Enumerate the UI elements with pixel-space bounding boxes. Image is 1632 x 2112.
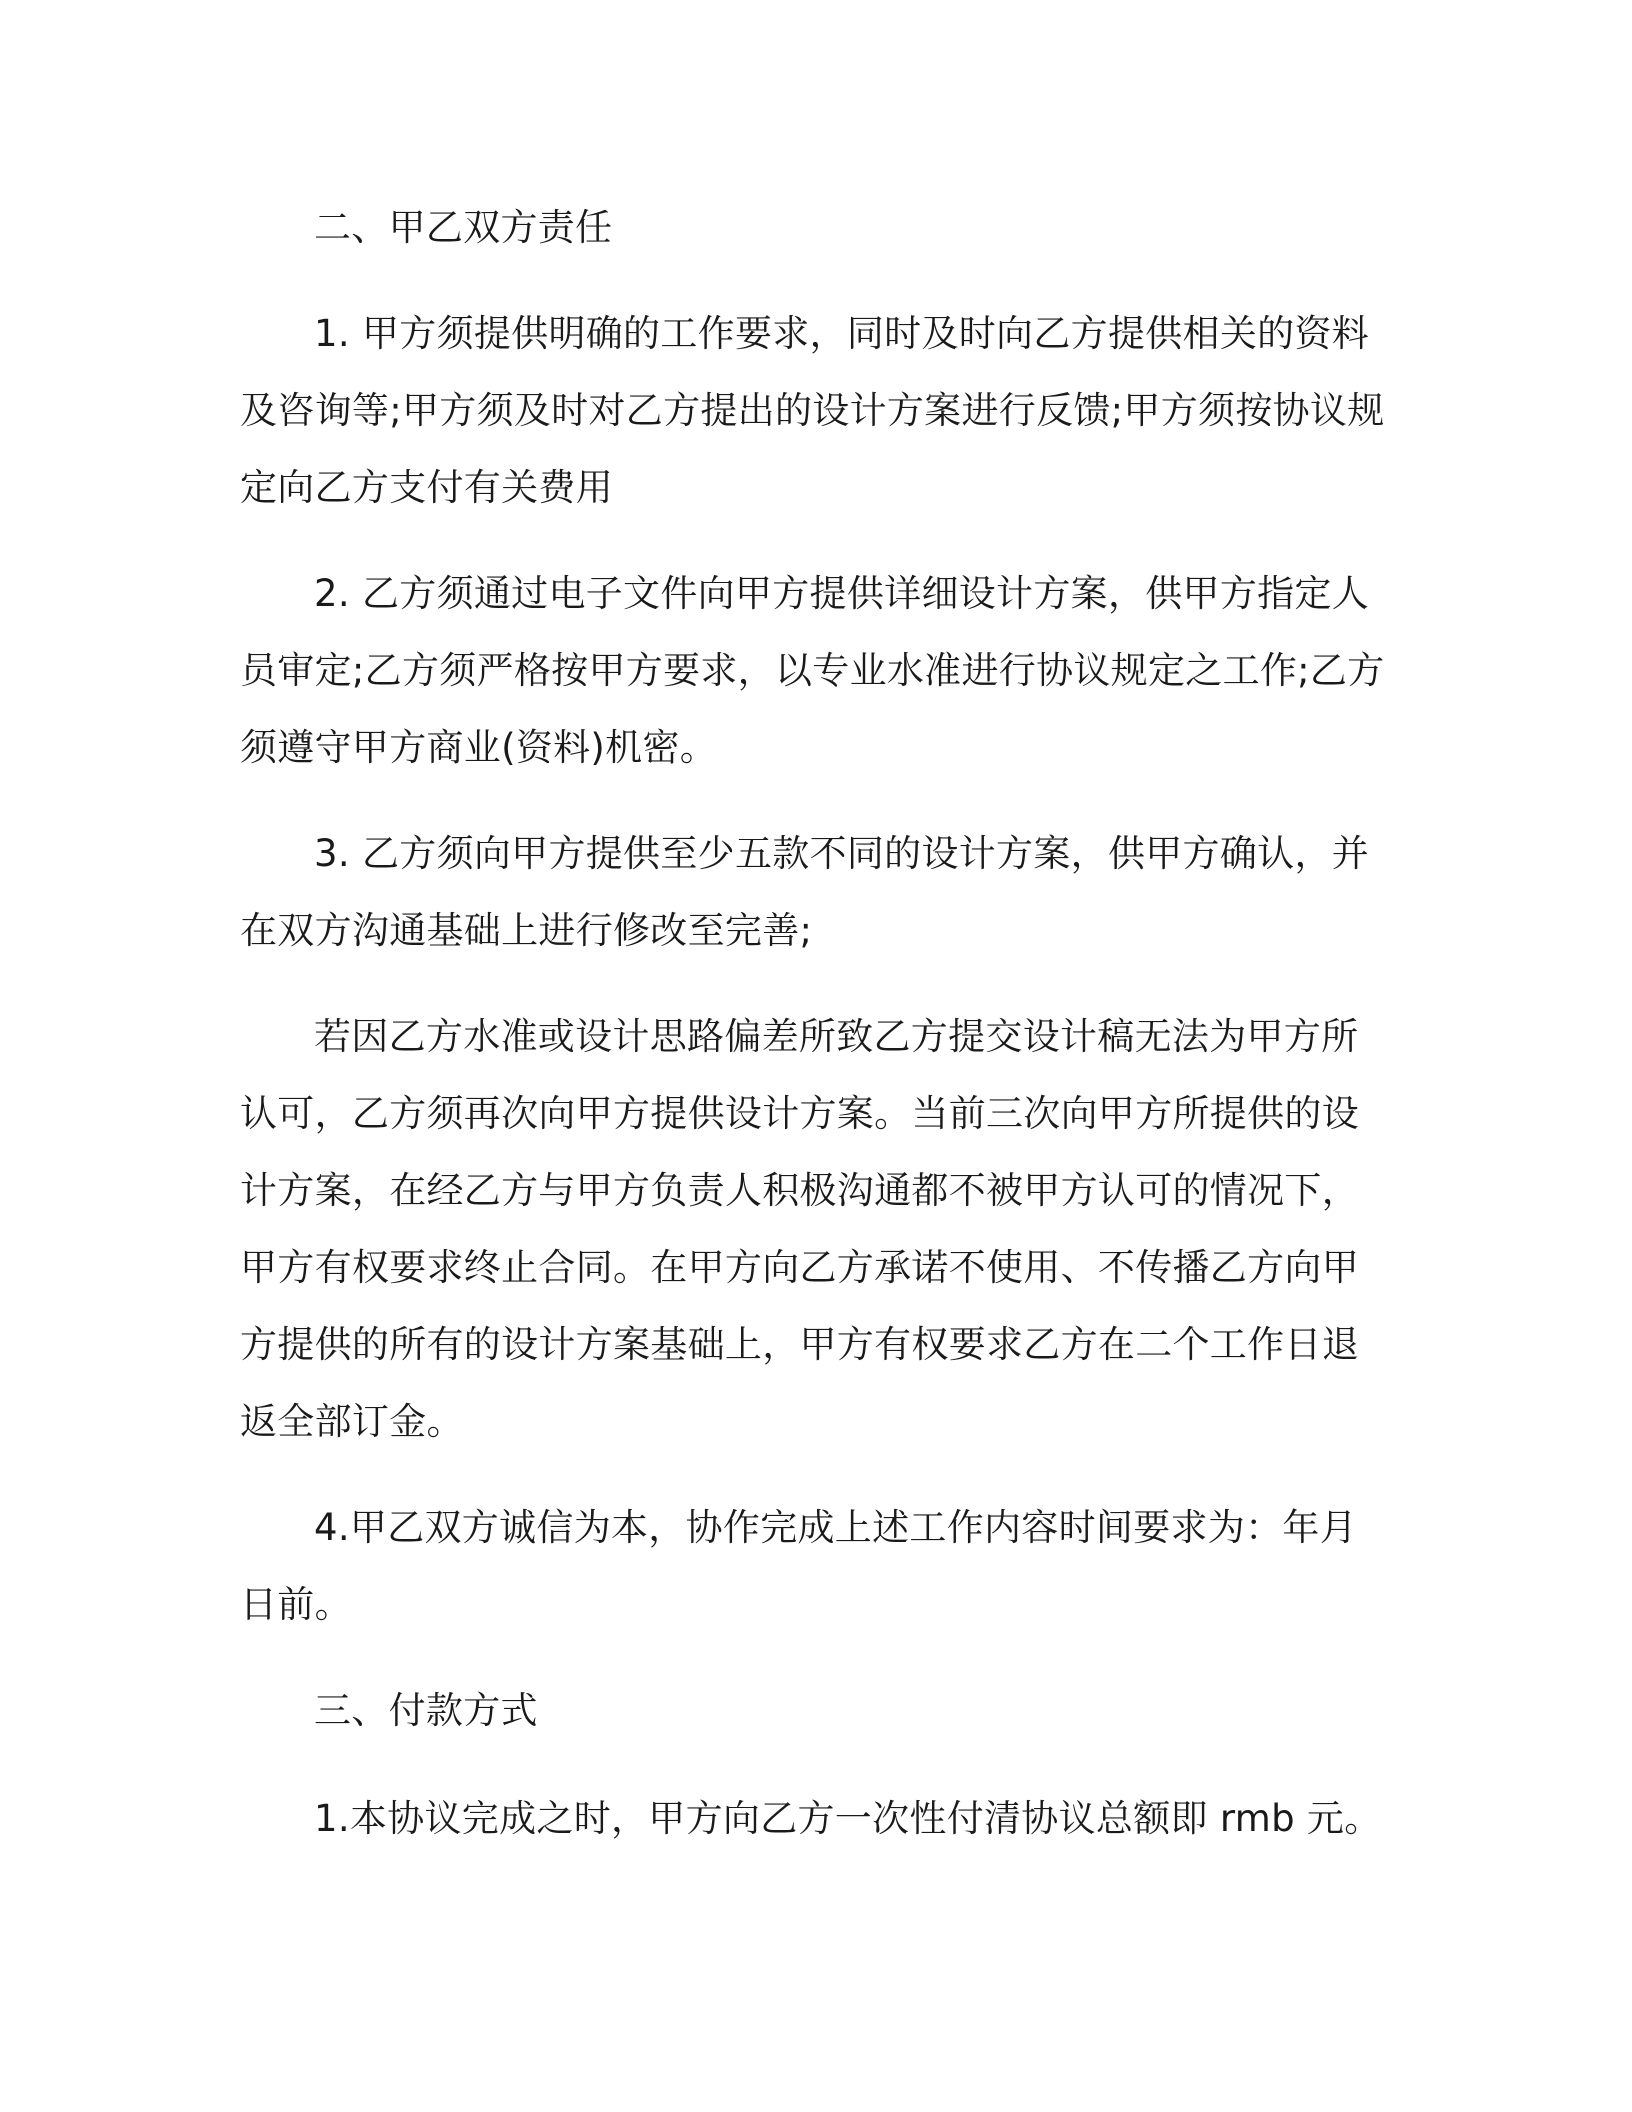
section-heading-payment: 三、付款方式: [314, 1689, 538, 1732]
payment-item-1: 1.本协议完成之时，甲方向乙方一次性付清协议总额即 rmb 元。: [314, 1797, 1382, 1840]
section-heading-responsibilities: 二、甲乙双方责任: [314, 206, 613, 249]
responsibility-item-3: 3. 乙方须向甲方提供至少五款不同的设计方案，供甲方确认，并在双方沟通基础上进行修改至完善;: [240, 832, 1370, 952]
responsibility-item-3-detail: 若因乙方水准或设计思路偏差所致乙方提交设计稿无法为甲方所认可，乙方须再次向甲方提供设计方案。当前三次向甲方所提供的设计方案，在经乙方与甲方负责人积极沟通都不被甲方认可的情况下，甲方有权要求终止合同。在甲方向乙方承诺不使用、不传播乙方向甲方提供的所有的设计方案基础上，甲方有权要求乙方在二个工作日退返全部订金。: [240, 1015, 1359, 1443]
responsibility-item-4: 4.甲乙双方诚信为本，协作完成上述工作内容时间要求为：年月日前。: [240, 1506, 1357, 1626]
responsibility-item-1: 1. 甲方须提供明确的工作要求，同时及时向乙方提供相关的资料及咨询等;甲方须及时对乙方提出的设计方案进行反馈;甲方须按协议规定向乙方支付有关费用: [240, 312, 1385, 509]
responsibility-item-2: 2. 乙方须通过电子文件向甲方提供详细设计方案，供甲方指定人员审定;乙方须严格按甲方要求，以专业水准进行协议规定之工作;乙方须遵守甲方商业(资料)机密。: [240, 572, 1385, 769]
document-body: [240, 189, 1385, 1857]
